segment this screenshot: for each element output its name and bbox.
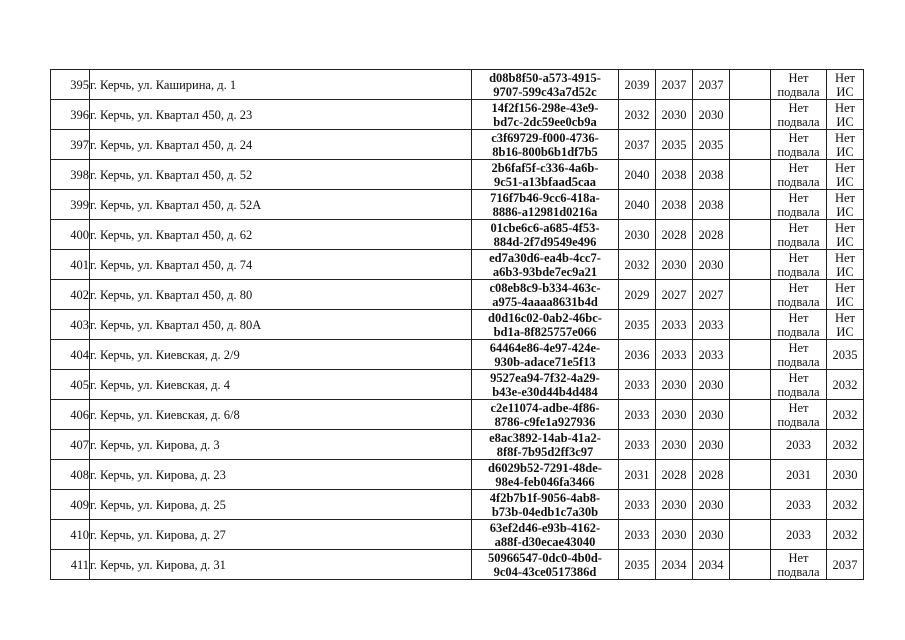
is-line-1: Нет: [834, 220, 856, 235]
year-cell-1: 2032: [619, 250, 656, 280]
empty-cell: [730, 100, 771, 130]
address-cell: г. Керчь, ул. Кирова, д. 31: [90, 550, 472, 580]
guid-line-1: 9527ea94-7f32-4a29-: [490, 370, 600, 385]
is-cell: [827, 100, 864, 130]
address-cell: г. Керчь, ул. Квартал 450, д. 62: [90, 220, 472, 250]
basement-cell: [771, 310, 827, 340]
basement-cell: [771, 520, 827, 550]
table-row: [51, 160, 864, 190]
guid-line-2: 8f8f-7b95d2ff3c97: [496, 444, 594, 459]
row-number-cell: 403: [51, 310, 90, 340]
guid-line-2: bd7c-2dc59ee0cb9a: [493, 114, 597, 129]
is-cell: [827, 550, 864, 580]
is-cell: [827, 520, 864, 550]
empty-cell: [730, 280, 771, 310]
year-cell-1: 2040: [619, 160, 656, 190]
is-cell: [827, 490, 864, 520]
year-cell-2: 2033: [656, 340, 693, 370]
basement-line-1: Нет: [788, 220, 809, 235]
year-cell-2: 2033: [656, 310, 693, 340]
guid-line-2: a88f-d30ecae43040: [494, 534, 596, 549]
year-cell-3: 2027: [693, 280, 730, 310]
year-cell-3: 2030: [693, 520, 730, 550]
basement-line-2: подвала: [777, 354, 820, 369]
year-cell-1: 2030: [619, 220, 656, 250]
basement-line-1: Нет: [788, 280, 809, 295]
table-row: [51, 460, 864, 490]
is-cell: [827, 400, 864, 430]
empty-cell: [730, 550, 771, 580]
basement-cell: [771, 490, 827, 520]
guid-line-1: 716f7b46-9cc6-418a-: [490, 190, 600, 205]
basement-cell: [771, 190, 827, 220]
year-cell-3: 2038: [693, 160, 730, 190]
year-cell-1: 2029: [619, 280, 656, 310]
table-row: [51, 370, 864, 400]
year-cell-1: 2035: [619, 550, 656, 580]
empty-cell: [730, 190, 771, 220]
basement-line-1: Нет: [788, 370, 809, 385]
table-row: [51, 280, 864, 310]
row-number-cell: 396: [51, 100, 90, 130]
is-line-2: ИС: [836, 114, 854, 129]
basement-line-1: Нет: [788, 310, 809, 325]
table-row: [51, 130, 864, 160]
basement-line-2: подвала: [777, 294, 820, 309]
row-number-cell: 398: [51, 160, 90, 190]
is-line-1: 2032: [832, 437, 858, 452]
is-line-1: 2032: [832, 527, 858, 542]
is-line-1: 2032: [832, 407, 858, 422]
row-number-cell: 411: [51, 550, 90, 580]
guid-line-1: d08b8f50-a573-4915-: [489, 70, 601, 85]
basement-cell: [771, 400, 827, 430]
basement-line-2: подвала: [777, 324, 820, 339]
year-cell-3: 2033: [693, 340, 730, 370]
table-row: [51, 250, 864, 280]
basement-line-1: Нет: [788, 190, 809, 205]
is-line-1: Нет: [834, 190, 856, 205]
basement-cell: [771, 550, 827, 580]
basement-line-2: подвала: [777, 384, 820, 399]
guid-cell: [472, 310, 619, 340]
guid-cell: [472, 160, 619, 190]
year-cell-1: 2036: [619, 340, 656, 370]
guid-line-2: 930b-adace71e5f13: [494, 354, 596, 369]
basement-line-2: подвала: [777, 174, 820, 189]
is-cell: [827, 340, 864, 370]
year-cell-2: 2038: [656, 190, 693, 220]
year-cell-1: 2033: [619, 400, 656, 430]
is-line-1: Нет: [834, 280, 856, 295]
guid-cell: [472, 130, 619, 160]
is-line-2: ИС: [836, 294, 854, 309]
year-cell-3: 2038: [693, 190, 730, 220]
basement-line-2: подвала: [777, 144, 820, 159]
basement-line-1: 2033: [786, 527, 811, 542]
is-cell: [827, 160, 864, 190]
basement-cell: [771, 70, 827, 100]
address-cell: г. Керчь, ул. Кирова, д. 27: [90, 520, 472, 550]
guid-cell: [472, 220, 619, 250]
year-cell-3: 2030: [693, 370, 730, 400]
guid-line-1: 50966547-0dc0-4b0d-: [488, 550, 602, 565]
basement-cell: [771, 460, 827, 490]
row-number-cell: 397: [51, 130, 90, 160]
is-line-2: ИС: [836, 144, 854, 159]
is-cell: [827, 190, 864, 220]
guid-line-2: b73b-04edb1c7a30b: [491, 504, 599, 519]
year-cell-2: 2030: [656, 370, 693, 400]
is-cell: [827, 220, 864, 250]
basement-cell: [771, 130, 827, 160]
year-cell-2: 2030: [656, 520, 693, 550]
guid-line-1: 64464e86-4e97-424e-: [489, 340, 601, 355]
year-cell-3: 2028: [693, 460, 730, 490]
basement-line-1: 2033: [786, 497, 811, 512]
year-cell-3: 2028: [693, 220, 730, 250]
year-cell-2: 2028: [656, 460, 693, 490]
is-line-1: Нет: [834, 100, 856, 115]
year-cell-3: 2030: [693, 430, 730, 460]
year-cell-3: 2034: [693, 550, 730, 580]
year-cell-2: 2037: [656, 70, 693, 100]
address-cell: г. Керчь, ул. Квартал 450, д. 80А: [90, 310, 472, 340]
year-cell-3: 2030: [693, 250, 730, 280]
guid-line-1: 2b6faf5f-c336-4a6b-: [491, 160, 599, 175]
empty-cell: [730, 250, 771, 280]
is-line-2: ИС: [836, 204, 854, 219]
basement-cell: [771, 220, 827, 250]
is-line-2: ИС: [836, 264, 854, 279]
year-cell-3: 2033: [693, 310, 730, 340]
year-cell-1: 2033: [619, 430, 656, 460]
empty-cell: [730, 370, 771, 400]
basement-line-1: 2033: [786, 437, 811, 452]
guid-cell: [472, 400, 619, 430]
guid-cell: [472, 490, 619, 520]
is-line-1: Нет: [834, 310, 856, 325]
is-line-1: Нет: [834, 160, 856, 175]
is-line-1: 2032: [832, 497, 858, 512]
is-line-2: ИС: [836, 174, 854, 189]
guid-line-1: d0d16c02-0ab2-46bc-: [488, 310, 602, 325]
address-cell: г. Керчь, ул. Кирова, д. 3: [90, 430, 472, 460]
guid-line-1: c3f69729-f000-4736-: [491, 130, 599, 145]
row-number-cell: 401: [51, 250, 90, 280]
guid-cell: [472, 100, 619, 130]
guid-line-2: b43e-e30d44b4d484: [492, 384, 598, 399]
year-cell-1: 2032: [619, 100, 656, 130]
year-cell-2: 2027: [656, 280, 693, 310]
guid-cell: [472, 430, 619, 460]
basement-line-1: Нет: [788, 70, 809, 85]
address-cell: г. Керчь, ул. Киевская, д. 2/9: [90, 340, 472, 370]
basement-line-2: подвала: [777, 114, 820, 129]
year-cell-2: 2030: [656, 490, 693, 520]
basement-cell: [771, 430, 827, 460]
year-cell-1: 2035: [619, 310, 656, 340]
year-cell-2: 2034: [656, 550, 693, 580]
year-cell-3: 2035: [693, 130, 730, 160]
empty-cell: [730, 520, 771, 550]
empty-cell: [730, 70, 771, 100]
year-cell-2: 2038: [656, 160, 693, 190]
year-cell-3: 2030: [693, 490, 730, 520]
guid-line-1: c2e11074-adbe-4f86-: [490, 400, 600, 415]
guid-line-1: 14f2f156-298e-43e9-: [491, 100, 599, 115]
basement-line-1: Нет: [788, 250, 809, 265]
guid-line-1: 01cbe6c6-a685-4f53-: [490, 220, 600, 235]
basement-line-2: подвала: [777, 414, 820, 429]
row-number-cell: 404: [51, 340, 90, 370]
year-cell-2: 2030: [656, 430, 693, 460]
table-body: [51, 70, 864, 580]
row-number-cell: 409: [51, 490, 90, 520]
is-cell: [827, 250, 864, 280]
year-cell-3: 2037: [693, 70, 730, 100]
table-row: [51, 310, 864, 340]
basement-line-2: подвала: [777, 564, 820, 579]
basement-line-2: подвала: [777, 264, 820, 279]
is-line-2: ИС: [836, 324, 854, 339]
is-cell: [827, 130, 864, 160]
table-row: [51, 520, 864, 550]
guid-line-2: 9707-599c43a7d52c: [493, 84, 597, 99]
is-cell: [827, 460, 864, 490]
address-cell: г. Керчь, ул. Квартал 450, д. 24: [90, 130, 472, 160]
address-cell: г. Керчь, ул. Киевская, д. 4: [90, 370, 472, 400]
guid-line-2: 98e4-feb046fa3466: [495, 474, 595, 489]
year-cell-1: 2033: [619, 370, 656, 400]
empty-cell: [730, 310, 771, 340]
is-cell: [827, 70, 864, 100]
empty-cell: [730, 460, 771, 490]
guid-cell: [472, 250, 619, 280]
empty-cell: [730, 340, 771, 370]
row-number-cell: 406: [51, 400, 90, 430]
basement-line-1: Нет: [788, 160, 809, 175]
basement-line-1: Нет: [788, 400, 809, 415]
basement-line-2: подвала: [777, 234, 820, 249]
is-line-1: Нет: [834, 70, 856, 85]
table-row: [51, 70, 864, 100]
guid-cell: [472, 520, 619, 550]
basement-cell: [771, 340, 827, 370]
guid-line-1: e8ac3892-14ab-41a2-: [489, 430, 601, 445]
basement-line-1: Нет: [788, 340, 809, 355]
guid-line-2: bd1a-8f825757e066: [493, 324, 597, 339]
address-cell: г. Керчь, ул. Квартал 450, д. 52А: [90, 190, 472, 220]
address-cell: г. Керчь, ул. Квартал 450, д. 23: [90, 100, 472, 130]
is-line-1: Нет: [834, 250, 856, 265]
row-number-cell: 407: [51, 430, 90, 460]
row-number-cell: 399: [51, 190, 90, 220]
row-number-cell: 410: [51, 520, 90, 550]
year-cell-2: 2030: [656, 250, 693, 280]
table-row: [51, 100, 864, 130]
is-cell: [827, 310, 864, 340]
is-line-1: Нет: [834, 130, 856, 145]
empty-cell: [730, 130, 771, 160]
year-cell-3: 2030: [693, 100, 730, 130]
address-cell: г. Керчь, ул. Квартал 450, д. 80: [90, 280, 472, 310]
basement-line-1: 2031: [786, 467, 811, 482]
empty-cell: [730, 490, 771, 520]
housing-registry-table: [50, 69, 864, 580]
row-number-cell: 395: [51, 70, 90, 100]
address-cell: г. Керчь, ул. Киевская, д. 6/8: [90, 400, 472, 430]
row-number-cell: 400: [51, 220, 90, 250]
row-number-cell: 402: [51, 280, 90, 310]
basement-cell: [771, 100, 827, 130]
is-line-1: 2030: [832, 467, 858, 482]
guid-line-1: 63ef2d46-e93b-4162-: [489, 520, 601, 535]
guid-line-1: c08eb8c9-b334-463c-: [489, 280, 601, 295]
address-cell: г. Керчь, ул. Квартал 450, д. 74: [90, 250, 472, 280]
address-cell: г. Керчь, ул. Кирова, д. 23: [90, 460, 472, 490]
year-cell-1: 2040: [619, 190, 656, 220]
basement-cell: [771, 250, 827, 280]
basement-line-1: Нет: [788, 550, 809, 565]
guid-line-2: 9c51-a13bfaad5caa: [493, 174, 597, 189]
address-cell: г. Керчь, ул. Квартал 450, д. 52: [90, 160, 472, 190]
guid-line-1: 4f2b7b1f-9056-4ab8-: [489, 490, 601, 505]
table-row: [51, 430, 864, 460]
year-cell-1: 2033: [619, 520, 656, 550]
year-cell-2: 2030: [656, 100, 693, 130]
guid-line-1: ed7a30d6-ea4b-4cc7-: [489, 250, 601, 265]
guid-cell: [472, 370, 619, 400]
guid-line-2: 8b16-800b6b1df7b5: [492, 144, 598, 159]
table-row: [51, 340, 864, 370]
year-cell-2: 2035: [656, 130, 693, 160]
empty-cell: [730, 430, 771, 460]
guid-line-1: d6029b52-7291-48de-: [488, 460, 602, 475]
is-line-1: 2032: [832, 377, 858, 392]
is-line-2: ИС: [836, 234, 854, 249]
year-cell-1: 2033: [619, 490, 656, 520]
guid-line-2: a6b3-93bde7ec9a21: [492, 264, 598, 279]
is-line-1: 2035: [832, 347, 858, 362]
guid-cell: [472, 280, 619, 310]
is-line-1: 2037: [832, 557, 858, 572]
basement-cell: [771, 280, 827, 310]
guid-cell: [472, 460, 619, 490]
year-cell-2: 2028: [656, 220, 693, 250]
is-cell: [827, 280, 864, 310]
guid-line-2: 884d-2f7d9549e496: [493, 234, 597, 249]
address-cell: г. Керчь, ул. Кирова, д. 25: [90, 490, 472, 520]
basement-line-1: Нет: [788, 130, 809, 145]
table-row: [51, 550, 864, 580]
is-cell: [827, 370, 864, 400]
guid-cell: [472, 550, 619, 580]
basement-line-1: Нет: [788, 100, 809, 115]
year-cell-1: 2031: [619, 460, 656, 490]
guid-cell: [472, 190, 619, 220]
is-line-2: ИС: [836, 84, 854, 99]
year-cell-2: 2030: [656, 400, 693, 430]
table-row: [51, 490, 864, 520]
guid-line-2: 8886-a12981d0216a: [492, 204, 598, 219]
guid-cell: [472, 70, 619, 100]
is-cell: [827, 430, 864, 460]
row-number-cell: 408: [51, 460, 90, 490]
empty-cell: [730, 220, 771, 250]
guid-line-2: 8786-c9fe1a927936: [494, 414, 596, 429]
empty-cell: [730, 160, 771, 190]
table-row: [51, 190, 864, 220]
basement-line-2: подвала: [777, 204, 820, 219]
guid-line-2: 9c04-43ce0517386d: [493, 564, 597, 579]
table-row: [51, 400, 864, 430]
basement-cell: [771, 370, 827, 400]
guid-line-2: a975-4aaaa8631b4d: [492, 294, 598, 309]
guid-cell: [472, 340, 619, 370]
basement-cell: [771, 160, 827, 190]
basement-line-2: подвала: [777, 84, 820, 99]
year-cell-1: 2039: [619, 70, 656, 100]
year-cell-3: 2030: [693, 400, 730, 430]
empty-cell: [730, 400, 771, 430]
row-number-cell: 405: [51, 370, 90, 400]
year-cell-1: 2037: [619, 130, 656, 160]
table-row: [51, 220, 864, 250]
address-cell: г. Керчь, ул. Каширина, д. 1: [90, 70, 472, 100]
